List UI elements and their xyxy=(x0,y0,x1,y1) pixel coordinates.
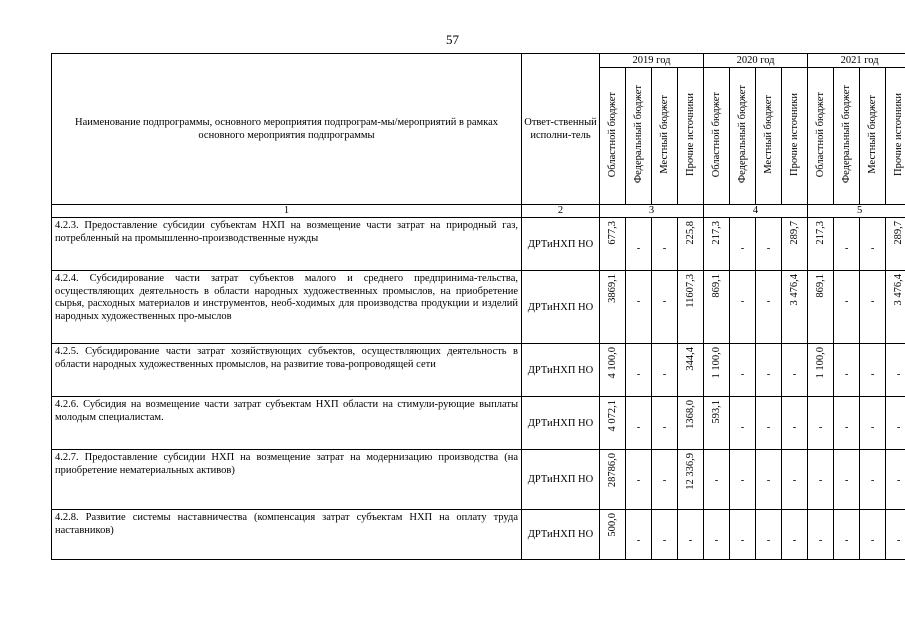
row-value xyxy=(782,344,808,397)
row-value xyxy=(678,344,704,397)
row-value-text: - xyxy=(844,475,849,486)
row-value-text: 869,1 xyxy=(710,274,722,298)
row-value-text: 217,3 xyxy=(814,221,826,245)
row-description: 4.2.7. Предоставление субсидии НХП на возмещение затрат на модернизацию производства (на приобретение нематериальных активов) xyxy=(52,450,522,510)
row-value-text: 3 476,4 xyxy=(892,274,904,306)
header-source xyxy=(730,68,756,205)
row-value xyxy=(626,450,652,510)
row-description: 4.2.5. Субсидирование части затрат хозяйствующих субъектов, осуществляющих деятельность в области народных художественных промыслов, на развитие това-ропроводящей сети xyxy=(52,344,522,397)
row-value xyxy=(652,450,678,510)
table-body xyxy=(52,54,905,560)
header-year-2020: 2020 год xyxy=(704,54,808,68)
table-row xyxy=(52,450,905,510)
row-value-text: - xyxy=(792,535,797,546)
row-value-text: - xyxy=(896,475,901,486)
row-value-text: - xyxy=(896,422,901,433)
row-value xyxy=(808,271,834,344)
row-value-text: - xyxy=(870,369,875,380)
row-value-text: 225,8 xyxy=(684,221,696,245)
header-executor: Ответ-ственный исполни-тель xyxy=(522,54,600,205)
row-value xyxy=(782,450,808,510)
row-executor: ДРТиНХП НО xyxy=(522,271,600,344)
row-value-text: - xyxy=(636,475,641,486)
row-value xyxy=(782,510,808,560)
row-value xyxy=(860,397,886,450)
row-value xyxy=(730,344,756,397)
header-source-label: Областной бюджет xyxy=(814,91,826,178)
row-value xyxy=(756,218,782,271)
row-value-text: 1 100,0 xyxy=(710,347,722,379)
header-source-label: Местный бюджет xyxy=(762,95,774,174)
row-value-text: - xyxy=(844,243,849,254)
table-row xyxy=(52,218,905,271)
row-value xyxy=(756,271,782,344)
row-value xyxy=(652,510,678,560)
row-value xyxy=(730,397,756,450)
row-value xyxy=(600,271,626,344)
header-source xyxy=(834,68,860,205)
row-value-text: - xyxy=(870,535,875,546)
row-value xyxy=(652,218,678,271)
row-value xyxy=(600,218,626,271)
row-value xyxy=(834,218,860,271)
row-value-text: - xyxy=(766,475,771,486)
row-executor: ДРТиНХП НО xyxy=(522,397,600,450)
column-number: 1 xyxy=(52,205,522,218)
row-value xyxy=(886,397,905,450)
row-value xyxy=(860,344,886,397)
row-value-text: - xyxy=(870,243,875,254)
row-value xyxy=(626,218,652,271)
row-description: 4.2.3. Предоставление субсидии субъектам НХП на возмещение части затрат на природный газ, потребленный на промышленно-производственные нужды xyxy=(52,218,522,271)
column-number: 5 xyxy=(808,205,905,218)
header-source xyxy=(704,68,730,205)
header-source xyxy=(808,68,834,205)
row-value-text: 4 100,0 xyxy=(606,347,618,379)
row-value-text: - xyxy=(740,535,745,546)
row-value-text: - xyxy=(818,535,823,546)
row-value-text: 289,7 xyxy=(892,221,904,245)
row-value-text: - xyxy=(766,535,771,546)
row-description: 4.2.6. Субсидия на возмещение части затрат субъектам НХП области на стимули-рующие выплаты молодым специалистам. xyxy=(52,397,522,450)
header-source-label: Федеральный бюджет xyxy=(840,85,852,184)
column-number: 4 xyxy=(704,205,808,218)
row-value xyxy=(886,450,905,510)
row-value xyxy=(756,510,782,560)
row-value-text: - xyxy=(740,243,745,254)
row-value xyxy=(730,218,756,271)
header-row-years xyxy=(52,54,905,68)
header-source xyxy=(600,68,626,205)
table-row xyxy=(52,271,905,344)
row-value-text: - xyxy=(714,475,719,486)
row-value xyxy=(860,510,886,560)
row-value xyxy=(626,344,652,397)
row-value-text: - xyxy=(688,535,693,546)
row-value xyxy=(730,271,756,344)
row-value xyxy=(652,397,678,450)
row-value-text: - xyxy=(740,475,745,486)
row-description: 4.2.4. Субсидирование части затрат субъектов малого и среднего предпринима-тельства, осуществляющих деятельность в области народных художественных промыслов, на приобретение сырья, расходных материалов и инструментов, необ-ходимых для производства продукции и изделий народных художественных про-мыслов xyxy=(52,271,522,344)
row-value xyxy=(834,344,860,397)
row-value xyxy=(678,397,704,450)
row-value xyxy=(678,218,704,271)
row-value-text: - xyxy=(870,296,875,307)
row-value xyxy=(808,218,834,271)
page-number: 57 xyxy=(446,32,459,47)
header-source xyxy=(860,68,886,205)
header-source xyxy=(652,68,678,205)
row-value xyxy=(704,218,730,271)
row-value-text: - xyxy=(818,475,823,486)
row-value-text: - xyxy=(740,369,745,380)
header-source-label: Прочие источники xyxy=(892,93,904,176)
header-source-label: Федеральный бюджет xyxy=(632,85,644,184)
row-value-text: 500,0 xyxy=(606,513,618,537)
row-value-text: - xyxy=(844,535,849,546)
row-executor: ДРТиНХП НО xyxy=(522,218,600,271)
row-value-text: - xyxy=(818,422,823,433)
row-value xyxy=(678,510,704,560)
row-value xyxy=(782,397,808,450)
row-value-text: - xyxy=(792,475,797,486)
row-value xyxy=(600,510,626,560)
row-value xyxy=(860,218,886,271)
row-value xyxy=(886,271,905,344)
budget-table xyxy=(51,53,905,560)
header-source-label: Прочие источники xyxy=(684,93,696,176)
row-value-text: - xyxy=(714,535,719,546)
row-value xyxy=(678,450,704,510)
row-value xyxy=(834,450,860,510)
row-value xyxy=(782,271,808,344)
row-value xyxy=(808,450,834,510)
row-value-text: 3869,1 xyxy=(606,274,618,303)
row-value-text: - xyxy=(766,296,771,307)
header-source-label: Областной бюджет xyxy=(606,91,618,178)
row-value-text: - xyxy=(896,535,901,546)
row-value xyxy=(730,510,756,560)
row-value-text: - xyxy=(636,243,641,254)
row-value-text: - xyxy=(766,369,771,380)
row-executor: ДРТиНХП НО xyxy=(522,344,600,397)
row-value-text: 1368,0 xyxy=(684,400,696,429)
row-value-text: - xyxy=(870,422,875,433)
row-description: 4.2.8. Развитие системы наставничества (компенсация затрат субъектам НХП на оплату труда наставников) xyxy=(52,510,522,560)
row-value-text: - xyxy=(662,243,667,254)
table-row xyxy=(52,344,905,397)
row-value-text: 217,3 xyxy=(710,221,722,245)
header-source xyxy=(756,68,782,205)
row-value xyxy=(808,397,834,450)
header-source-label: Областной бюджет xyxy=(710,91,722,178)
row-value-text: - xyxy=(844,422,849,433)
row-value xyxy=(834,397,860,450)
row-value-text: - xyxy=(844,296,849,307)
row-executor: ДРТиНХП НО xyxy=(522,510,600,560)
row-value-text: 1 100,0 xyxy=(814,347,826,379)
row-value-text: - xyxy=(792,369,797,380)
row-value xyxy=(756,344,782,397)
header-source-label: Федеральный бюджет xyxy=(736,85,748,184)
row-value xyxy=(600,397,626,450)
row-value xyxy=(704,344,730,397)
row-value-text: - xyxy=(662,296,667,307)
header-source xyxy=(678,68,704,205)
column-number: 2 xyxy=(522,205,600,218)
row-value xyxy=(730,450,756,510)
row-value-text: - xyxy=(636,422,641,433)
table-row xyxy=(52,397,905,450)
row-value xyxy=(704,271,730,344)
row-value xyxy=(704,397,730,450)
row-value xyxy=(652,271,678,344)
row-value-text: - xyxy=(766,422,771,433)
header-source xyxy=(782,68,808,205)
header-row-numbers xyxy=(52,205,905,218)
row-value xyxy=(782,218,808,271)
row-value-text: 12 336,9 xyxy=(684,453,696,490)
row-value-text: - xyxy=(636,535,641,546)
table-row xyxy=(52,510,905,560)
header-source xyxy=(626,68,652,205)
row-value xyxy=(600,450,626,510)
row-value-text: - xyxy=(636,296,641,307)
row-value-text: 344,4 xyxy=(684,347,696,371)
row-value xyxy=(756,397,782,450)
header-year-2021: 2021 год xyxy=(808,54,905,68)
row-value-text: 869,1 xyxy=(814,274,826,298)
row-value-text: 11607,3 xyxy=(684,274,696,308)
row-value xyxy=(626,271,652,344)
row-value xyxy=(808,510,834,560)
row-value-text: - xyxy=(896,369,901,380)
row-value-text: - xyxy=(740,422,745,433)
row-value-text: 289,7 xyxy=(788,221,800,245)
row-value xyxy=(834,510,860,560)
row-value-text: 593,1 xyxy=(710,400,722,424)
row-value-text: 28786,0 xyxy=(606,453,618,488)
row-value-text: - xyxy=(662,475,667,486)
row-value-text: - xyxy=(636,369,641,380)
column-number: 3 xyxy=(600,205,704,218)
header-source-label: Местный бюджет xyxy=(658,95,670,174)
row-value-text: - xyxy=(792,422,797,433)
row-value xyxy=(886,510,905,560)
header-source xyxy=(886,68,905,205)
header-source-label: Местный бюджет xyxy=(866,95,878,174)
row-value xyxy=(886,218,905,271)
row-value-text: - xyxy=(662,422,667,433)
header-year-2019: 2019 год xyxy=(600,54,704,68)
row-value xyxy=(860,450,886,510)
row-value-text: 677,3 xyxy=(606,221,618,245)
row-value xyxy=(834,271,860,344)
row-value-text: - xyxy=(662,535,667,546)
row-value xyxy=(704,510,730,560)
row-value xyxy=(626,397,652,450)
row-value xyxy=(626,510,652,560)
row-value xyxy=(886,344,905,397)
row-value-text: 3 476,4 xyxy=(788,274,800,306)
row-value xyxy=(704,450,730,510)
row-value xyxy=(860,271,886,344)
row-value xyxy=(756,450,782,510)
header-source-label: Прочие источники xyxy=(788,93,800,176)
row-value xyxy=(808,344,834,397)
row-value-text: - xyxy=(766,243,771,254)
row-value-text: 4 072,1 xyxy=(606,400,618,432)
row-value xyxy=(678,271,704,344)
row-value xyxy=(652,344,678,397)
row-value-text: - xyxy=(740,296,745,307)
row-executor: ДРТиНХП НО xyxy=(522,450,600,510)
row-value-text: - xyxy=(662,369,667,380)
row-value-text: - xyxy=(844,369,849,380)
header-name: Наименование подпрограммы, основного мероприятия подпрограм-мы/мероприятий в рамках основного мероприятия подпрограммы xyxy=(52,54,522,205)
row-value-text: - xyxy=(870,475,875,486)
row-value xyxy=(600,344,626,397)
